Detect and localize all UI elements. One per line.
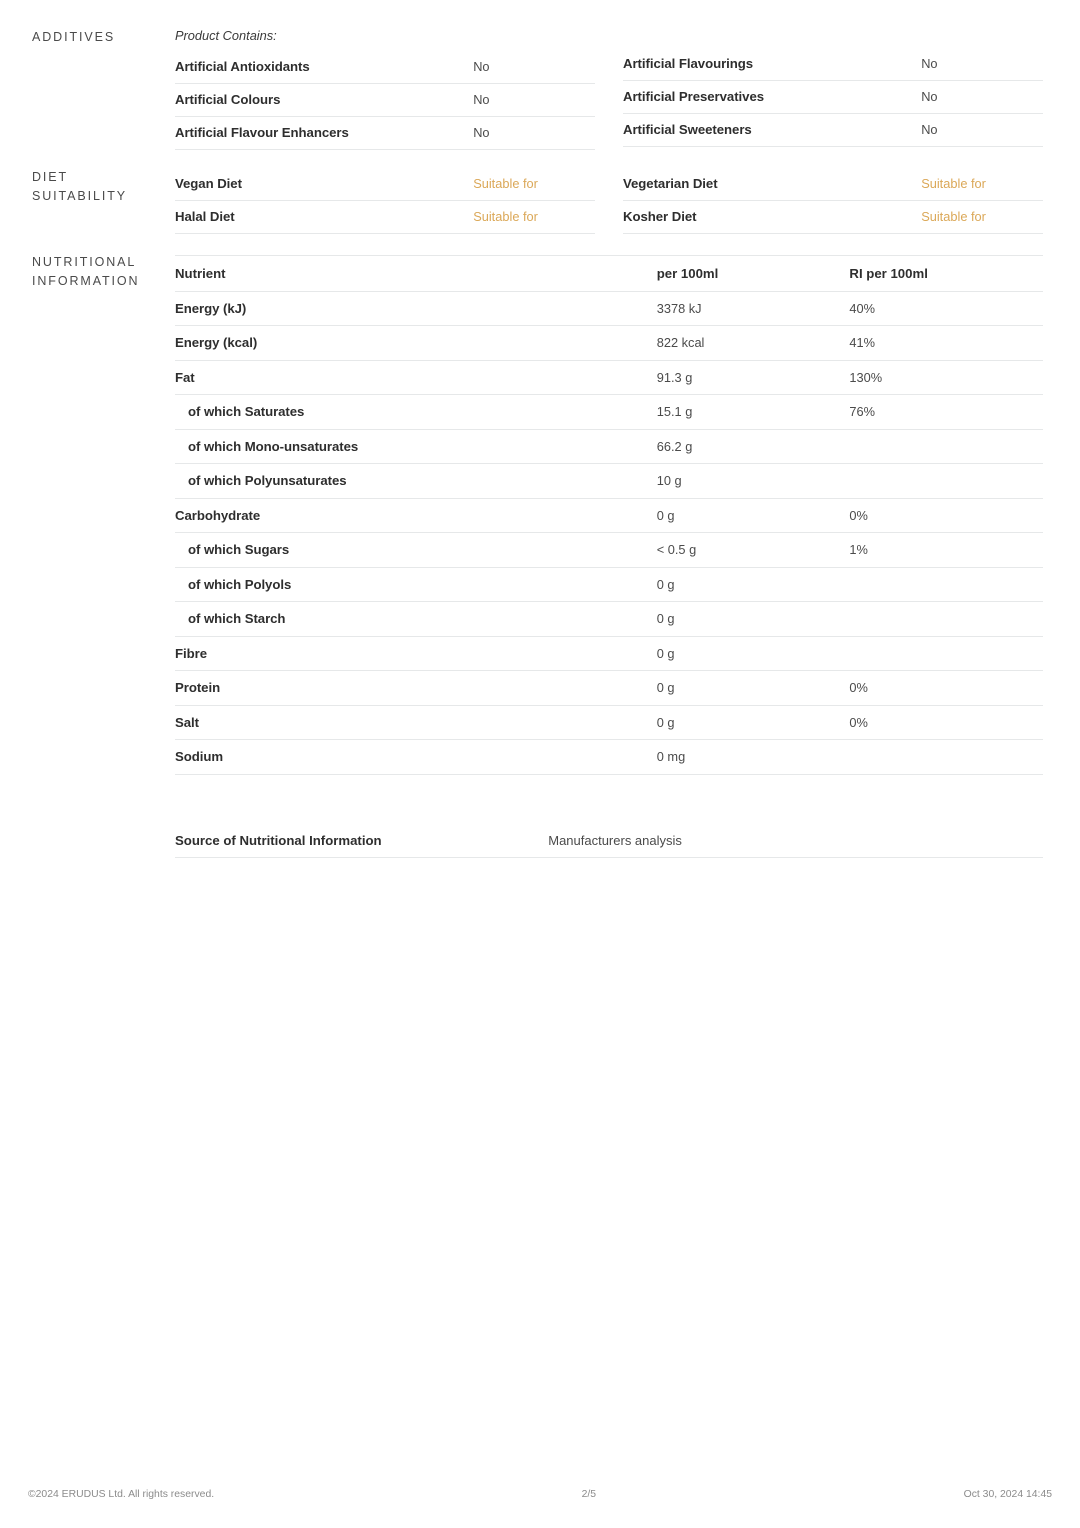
table-row [175, 602, 1043, 637]
table-row [175, 567, 1043, 602]
section-nutritional-information [0, 234, 1080, 858]
nutrient-per-100ml: 822 kcal [657, 326, 850, 361]
source-table [175, 827, 1043, 858]
section-label-diet-line1: DIET [32, 170, 69, 184]
nutrient-per-100ml: 0 g [657, 671, 850, 706]
additive-name: Artificial Sweeteners [623, 114, 921, 147]
nutrition-table [175, 255, 1043, 775]
nutrient-per-100ml: 0 g [657, 567, 850, 602]
column-header-nutrient: Nutrient [175, 256, 657, 292]
footer-page-number: 2/5 [581, 1488, 597, 1500]
additive-value: No [921, 48, 1043, 81]
section-label-additives: ADDITIVES [32, 30, 116, 44]
section-label-nutrition-line2: INFORMATION [32, 273, 140, 288]
nutrient-per-100ml: 0 g [657, 602, 850, 637]
diet-status-badge: Suitable for [473, 168, 595, 201]
table-row [623, 81, 1043, 114]
source-label: Source of Nutritional Information [175, 827, 548, 858]
nutrient-per-100ml: 0 g [657, 636, 850, 671]
table-row [175, 84, 595, 117]
nutrient-per-100ml: 0 g [657, 498, 850, 533]
caption-spacer [623, 28, 1043, 48]
section-body-nutritional-information [175, 253, 1080, 858]
nutrient-per-100ml: 66.2 g [657, 429, 850, 464]
nutrient-name: Energy (kcal) [175, 326, 657, 361]
nutrient-ri-per-100ml: 0% [849, 671, 1043, 706]
nutrient-name: Carbohydrate [175, 498, 657, 533]
table-row [175, 395, 1043, 430]
additive-value: No [921, 114, 1043, 147]
nutrient-ri-per-100ml [849, 429, 1043, 464]
nutrient-name: Sodium [175, 740, 657, 775]
diet-name: Vegan Diet [175, 168, 473, 201]
nutrient-name: of which Polyunsaturates [175, 464, 657, 499]
nutrient-per-100ml: 0 g [657, 705, 850, 740]
table-row [175, 326, 1043, 361]
nutrient-name: Energy (kJ) [175, 291, 657, 326]
nutrient-per-100ml: 0 mg [657, 740, 850, 775]
nutrient-ri-per-100ml [849, 464, 1043, 499]
nutrient-name: of which Saturates [175, 395, 657, 430]
additive-value: No [473, 51, 595, 84]
nutrient-ri-per-100ml: 0% [849, 498, 1043, 533]
nutrient-per-100ml: 15.1 g [657, 395, 850, 430]
table-row [175, 827, 1043, 858]
nutrition-table-body [175, 291, 1043, 774]
nutrient-name: Fibre [175, 636, 657, 671]
diet-name: Vegetarian Diet [623, 168, 921, 201]
nutrient-name: Fat [175, 360, 657, 395]
nutrient-ri-per-100ml: 40% [849, 291, 1043, 326]
table-row [175, 360, 1043, 395]
additives-right-column [623, 28, 1043, 150]
nutrient-ri-per-100ml: 41% [849, 326, 1043, 361]
table-row [175, 117, 595, 150]
column-header-per-100ml: per 100ml [657, 256, 850, 292]
table-header-row [175, 256, 1043, 292]
footer-timestamp: Oct 30, 2024 14:45 [963, 1488, 1052, 1500]
table-row [175, 429, 1043, 464]
nutrient-name: of which Sugars [175, 533, 657, 568]
nutrient-ri-per-100ml: 130% [849, 360, 1043, 395]
diet-columns [175, 168, 1043, 234]
nutrient-ri-per-100ml: 0% [849, 705, 1043, 740]
additive-name: Artificial Flavourings [623, 48, 921, 81]
nutrient-per-100ml: 91.3 g [657, 360, 850, 395]
table-row [175, 168, 595, 201]
additive-name: Artificial Colours [175, 84, 473, 117]
product-contains-caption: Product Contains: [175, 28, 277, 43]
nutrient-name: Salt [175, 705, 657, 740]
diet-right-column [623, 168, 1043, 234]
additive-name: Artificial Preservatives [623, 81, 921, 114]
column-header-ri-per-100ml: RI per 100ml [849, 256, 1043, 292]
nutrient-ri-per-100ml: 76% [849, 395, 1043, 430]
table-row [175, 636, 1043, 671]
nutrient-per-100ml: < 0.5 g [657, 533, 850, 568]
diet-status-badge: Suitable for [921, 201, 1043, 234]
nutrient-name: of which Polyols [175, 567, 657, 602]
diet-right-table [623, 168, 1043, 234]
additive-value: No [473, 117, 595, 150]
additive-name: Artificial Flavour Enhancers [175, 117, 473, 150]
diet-left-column [175, 168, 595, 234]
table-row [623, 168, 1043, 201]
table-row [175, 291, 1043, 326]
nutrient-per-100ml: 3378 kJ [657, 291, 850, 326]
table-row [175, 498, 1043, 533]
footer-copyright: ©2024 ERUDUS Ltd. All rights reserved. [28, 1488, 215, 1500]
section-additives [0, 0, 1080, 150]
table-row [623, 201, 1043, 234]
nutrient-ri-per-100ml [849, 740, 1043, 775]
table-row [175, 740, 1043, 775]
nutrient-ri-per-100ml [849, 636, 1043, 671]
table-row [175, 201, 595, 234]
table-row [175, 671, 1043, 706]
additive-name: Artificial Antioxidants [175, 51, 473, 84]
nutrient-ri-per-100ml [849, 567, 1043, 602]
additives-right-table [623, 48, 1043, 147]
section-diet-suitability [0, 150, 1080, 234]
section-label-diet-line2: SUITABILITY [32, 188, 127, 203]
table-row [175, 705, 1043, 740]
table-row [175, 51, 595, 84]
diet-name: Kosher Diet [623, 201, 921, 234]
additives-left-table [175, 51, 595, 150]
diet-left-table [175, 168, 595, 234]
page-footer [0, 1482, 1080, 1506]
table-row [623, 114, 1043, 147]
table-row [623, 48, 1043, 81]
source-value: Manufacturers analysis [548, 827, 1043, 858]
section-label-nutrition-line1: NUTRITIONAL [32, 255, 137, 269]
nutrient-per-100ml: 10 g [657, 464, 850, 499]
section-label-nutritional-information [0, 253, 175, 290]
additive-value: No [921, 81, 1043, 114]
table-row [175, 464, 1043, 499]
nutrient-name: Protein [175, 671, 657, 706]
additive-value: No [473, 84, 595, 117]
diet-status-badge: Suitable for [473, 201, 595, 234]
section-body-diet-suitability [175, 168, 1080, 234]
table-row [175, 533, 1043, 568]
diet-status-badge: Suitable for [921, 168, 1043, 201]
additives-columns [175, 28, 1043, 150]
section-body-additives [175, 28, 1080, 150]
nutrient-ri-per-100ml [849, 602, 1043, 637]
section-label-diet-suitability [0, 168, 175, 205]
nutrient-name: of which Starch [175, 602, 657, 637]
nutrition-table-wrapper [175, 253, 1043, 775]
additives-left-column [175, 28, 595, 150]
source-of-nutritional-information-wrapper [175, 775, 1043, 858]
nutrient-name: of which Mono-unsaturates [175, 429, 657, 464]
nutrient-ri-per-100ml: 1% [849, 533, 1043, 568]
diet-name: Halal Diet [175, 201, 473, 234]
